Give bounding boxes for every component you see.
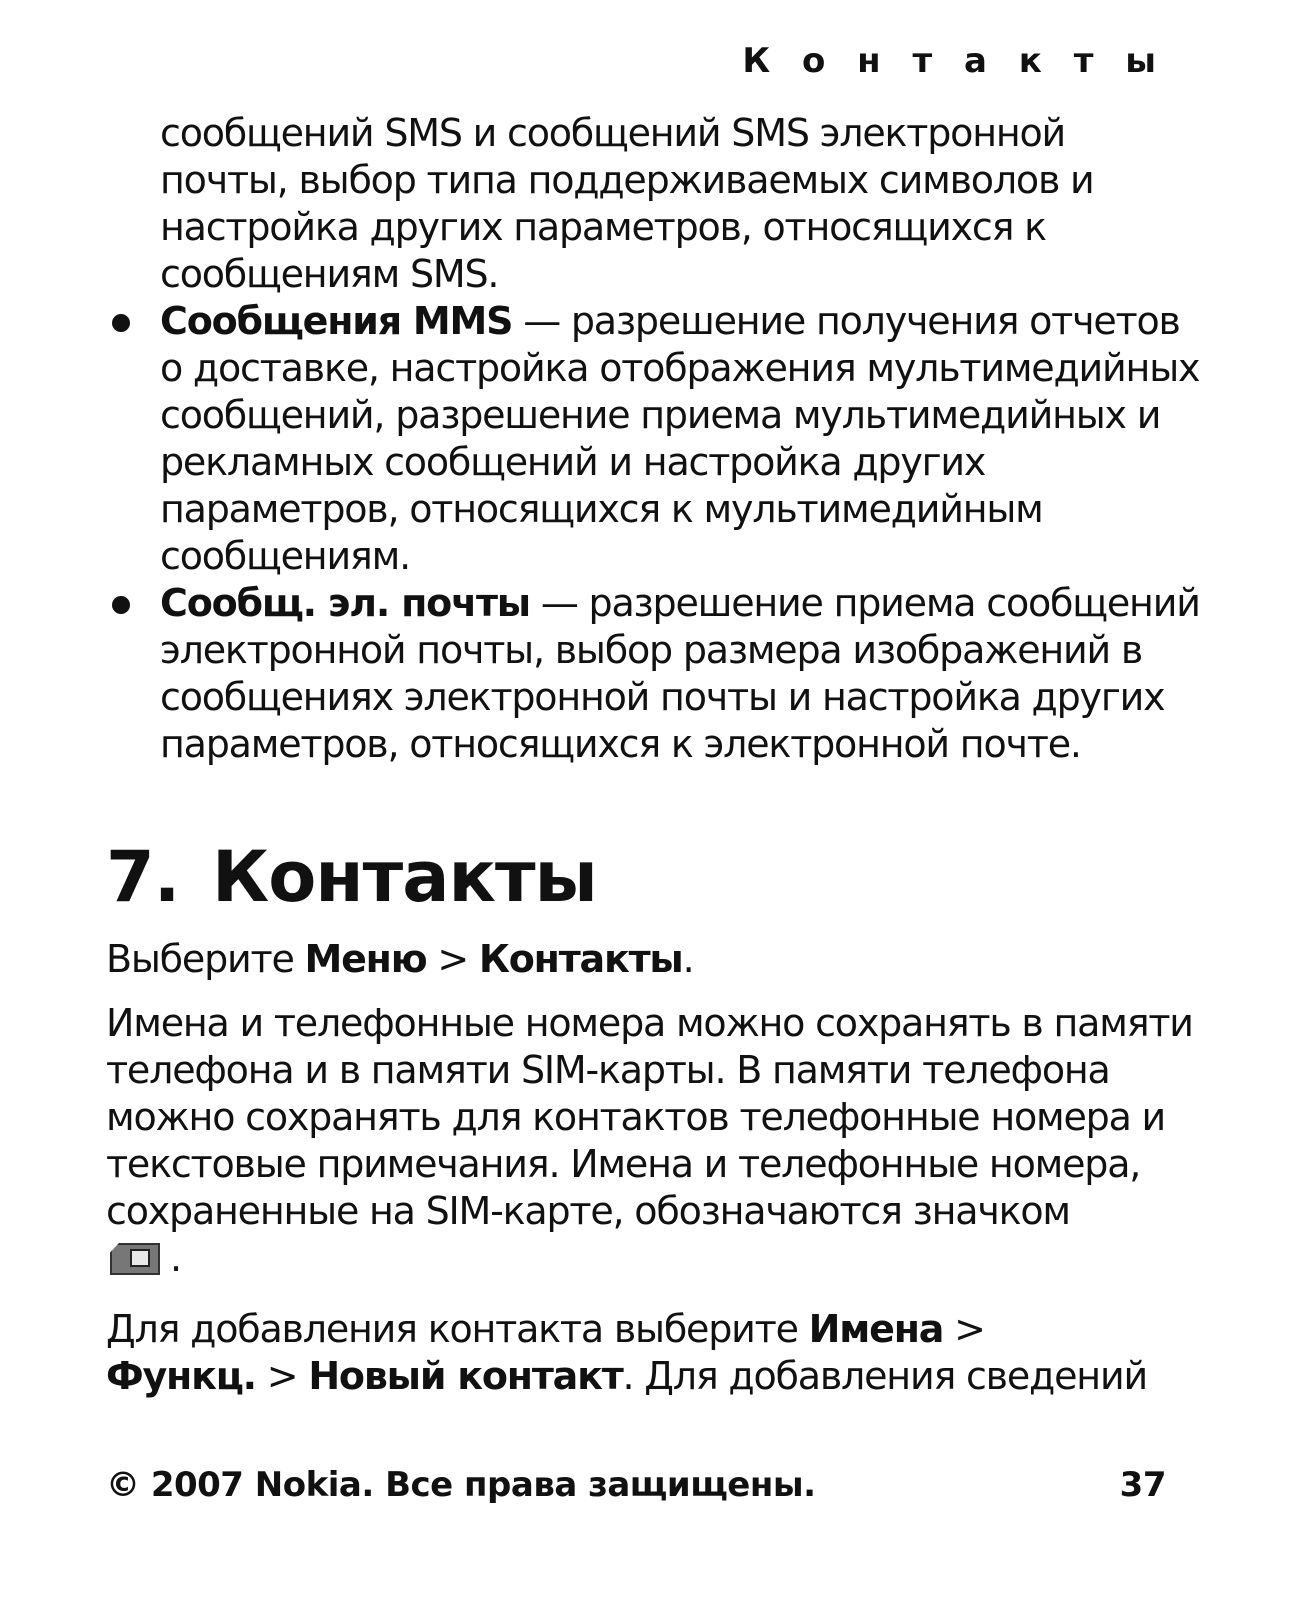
- bullet-list: [110, 298, 1200, 768]
- sim-card-icon: [106, 1239, 162, 1277]
- bullet-item-mms: [110, 298, 1200, 580]
- menu-path-prefix: Выберите: [106, 937, 305, 981]
- intro-paragraph: [106, 1000, 1196, 1282]
- menu-item-names: Имена: [808, 1307, 944, 1351]
- intro-end: .: [170, 1236, 181, 1280]
- menu-item-contacts: Контакты: [478, 937, 683, 981]
- menu-path-separator: >: [255, 1354, 309, 1398]
- bullet-term: Сообщ. эл. почты: [160, 581, 530, 625]
- bullet-icon: [112, 314, 130, 332]
- bullet-text: — разрешение получения отчетов о доставке, настройка отображения мультимедийных сообщений, разрешение приема мультимедийных и рекламных сообщений и настройка других параметров, относящихся к мультимедийным сообщениям.: [160, 299, 1200, 578]
- copyright: © 2007 Nokia. Все права защищены.: [106, 1465, 816, 1505]
- menu-path-separator: >: [426, 937, 479, 981]
- page-number: 37: [1119, 1465, 1166, 1505]
- intro-text: Имена и телефонные номера можно сохранять в памяти телефона и в памяти SIM-карты. В памяти телефона можно сохранять для контактов телефонные номера и текстовые примечания. Имена и телефонные номера, сохраненные на SIM-карте, обозначаются значком: [106, 1001, 1193, 1233]
- chapter-number: 7.: [106, 836, 180, 918]
- bullet-text: — разрешение приема сообщений электронной почты, выбор размера изображений в сообщениях электронной почты и настройка других параметров, относящихся к электронной почте.: [160, 581, 1200, 766]
- add-contact-prefix: Для добавления контакта выберите: [106, 1307, 809, 1351]
- add-contact-paragraph: [106, 1306, 1196, 1400]
- add-contact-suffix: . Для добавления сведений: [622, 1354, 1147, 1398]
- bullet-item-email: [110, 580, 1200, 768]
- bullet-term: Сообщения MMS: [160, 299, 513, 343]
- menu-path-paragraph: [106, 936, 1196, 983]
- menu-item-menu: Меню: [304, 937, 427, 981]
- menu-item-functions: Функц.: [106, 1354, 256, 1398]
- chapter-heading: [106, 836, 597, 918]
- chapter-title: Контакты: [212, 836, 597, 918]
- menu-item-new-contact: Новый контакт: [308, 1354, 623, 1398]
- running-head: К о н т а к т ы: [742, 41, 1166, 81]
- page-footer: [106, 1465, 1166, 1505]
- menu-path-suffix: .: [682, 937, 694, 981]
- continuation-text: сообщений SMS и сообщений SMS электронной почты, выбор типа поддерживаемых символов и настройка других параметров, относящихся к сообщениям SMS.: [160, 111, 1094, 296]
- menu-path-separator: >: [943, 1307, 996, 1351]
- bullet-icon: [112, 596, 130, 614]
